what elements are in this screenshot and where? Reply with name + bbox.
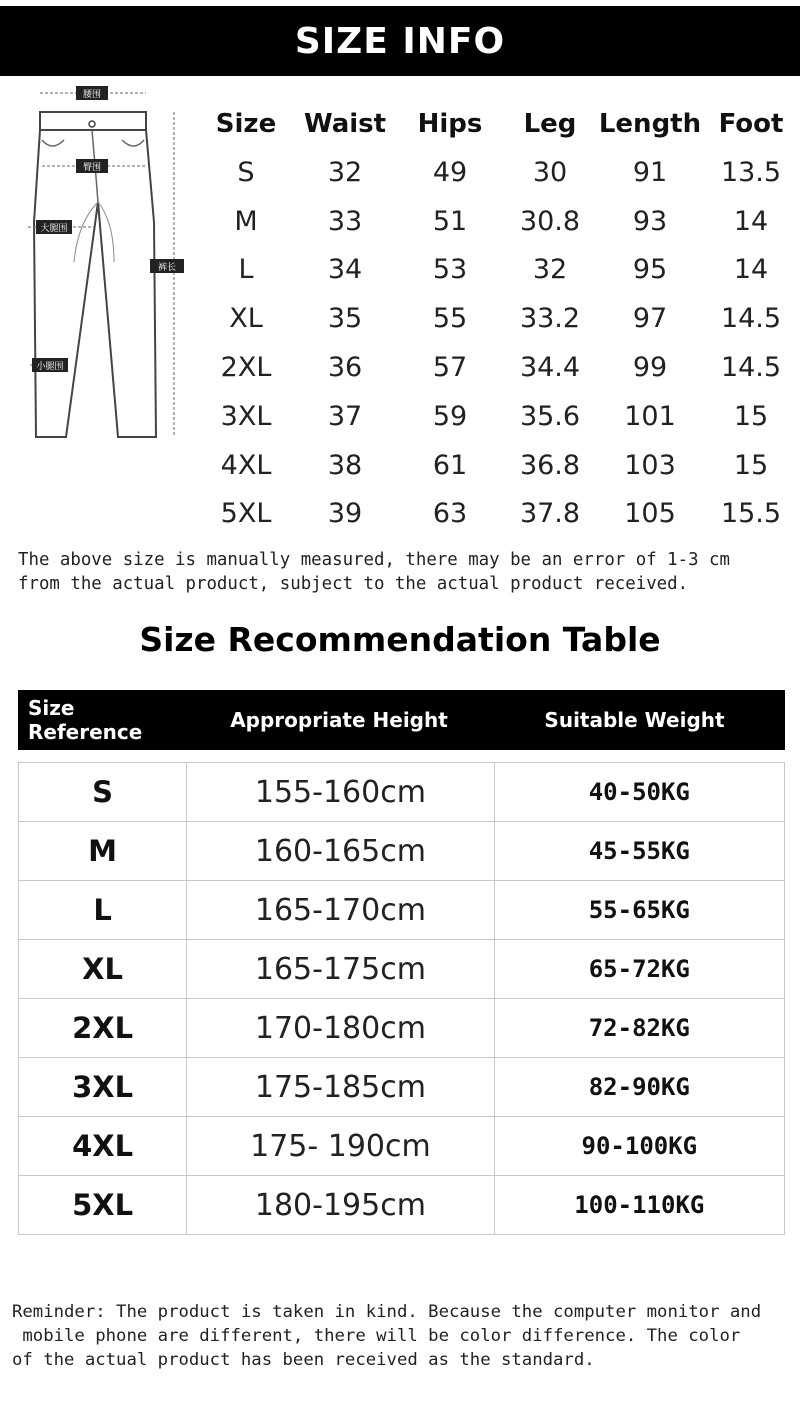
hips-header-cell: Hips xyxy=(417,109,483,139)
size-cell: 4XL xyxy=(220,449,272,481)
title-banner xyxy=(0,6,800,76)
weight-cell: 72-82KG xyxy=(494,999,784,1058)
waist-cell: 35 xyxy=(327,303,363,335)
height-cell: 180-195cm xyxy=(187,1176,494,1235)
weight-cell: 90-100KG xyxy=(494,1117,784,1176)
waist-header-cell: Waist xyxy=(303,109,387,139)
length-cell: 99 xyxy=(632,352,668,384)
size-cell: L xyxy=(238,254,254,286)
size-cell: M xyxy=(234,205,258,237)
leg-cell: 30 xyxy=(532,156,568,188)
size-cell: 3XL xyxy=(220,400,272,432)
weight-header: Suitable Weight xyxy=(544,708,725,732)
recommendation-table xyxy=(18,762,785,1235)
height-cell: 160-165cm xyxy=(187,822,494,881)
size-cell: 5XL xyxy=(220,498,272,530)
size-header-cell: Size xyxy=(215,109,277,139)
hips-cell: 63 xyxy=(432,498,468,530)
size-info-row xyxy=(200,197,800,246)
waist-cell: 37 xyxy=(327,400,363,432)
diagram-label-thigh: 大腿围 xyxy=(40,224,68,234)
recommendation-row xyxy=(19,1176,785,1235)
length-cell: 105 xyxy=(624,498,676,530)
leg-header-cell: Leg xyxy=(523,109,577,139)
height-cell: 170-180cm xyxy=(187,999,494,1058)
leg-cell: 37.8 xyxy=(519,498,581,530)
hips-cell: 49 xyxy=(432,156,468,188)
size-reference-cell: L xyxy=(19,881,187,940)
color-reminder-note: Reminder: The product is taken in kind. Because the computer monitor and mobile phone are different, there will be color difference. The color of the actual product has been received as the standard. xyxy=(12,1302,762,1370)
diagram-label-calf: 小腿围 xyxy=(36,362,64,372)
size-reference-cell: 2XL xyxy=(19,999,187,1058)
waist-cell: 36 xyxy=(327,352,363,384)
leg-cell: 33.2 xyxy=(519,303,581,335)
foot-cell: 14.5 xyxy=(720,352,782,384)
diagram-label-waist: 腰围 xyxy=(82,90,102,100)
length-cell: 91 xyxy=(632,156,668,188)
measurement-note: The above size is manually measured, there may be an error of 1-3 cm from the actual product, subject to the actual product received. xyxy=(18,550,730,594)
waist-cell: 39 xyxy=(327,498,363,530)
diagram-label-length: 裤长 xyxy=(157,263,177,273)
hips-cell: 55 xyxy=(432,303,468,335)
weight-cell: 100-110KG xyxy=(494,1176,784,1235)
recommendation-row xyxy=(19,881,785,940)
foot-cell: 13.5 xyxy=(720,156,782,188)
size-info-row xyxy=(200,246,800,295)
length-header-cell: Length xyxy=(598,109,702,139)
weight-cell: 45-55KG xyxy=(494,822,784,881)
size-info-table xyxy=(200,100,800,538)
page-title: SIZE INFO xyxy=(294,20,506,62)
height-cell: 155-160cm xyxy=(187,763,494,822)
size-info-row xyxy=(200,294,800,343)
pants-measurement-diagram xyxy=(18,82,196,462)
recommendation-row xyxy=(19,822,785,881)
foot-header-cell: Foot xyxy=(718,109,784,139)
waist-cell: 32 xyxy=(327,156,363,188)
recommendation-row xyxy=(19,999,785,1058)
foot-cell: 15.5 xyxy=(720,498,782,530)
leg-cell: 35.6 xyxy=(519,400,581,432)
size-cell: XL xyxy=(229,303,263,335)
size-reference-cell: XL xyxy=(19,940,187,999)
hips-cell: 53 xyxy=(432,254,468,286)
length-cell: 97 xyxy=(632,303,668,335)
size-reference-cell: 3XL xyxy=(19,1058,187,1117)
size-reference-cell: M xyxy=(19,822,187,881)
size-cell: S xyxy=(237,156,255,188)
size-reference-cell: 5XL xyxy=(19,1176,187,1235)
height-cell: 175- 190cm xyxy=(187,1117,494,1176)
length-cell: 103 xyxy=(624,449,676,481)
recommendation-row xyxy=(19,763,785,822)
recommendation-row xyxy=(19,940,785,999)
foot-cell: 14.5 xyxy=(720,303,782,335)
size-cell: 2XL xyxy=(220,352,272,384)
recommendation-row xyxy=(19,1058,785,1117)
length-cell: 95 xyxy=(632,254,668,286)
leg-cell: 36.8 xyxy=(519,449,581,481)
height-cell: 165-170cm xyxy=(187,881,494,940)
foot-cell: 14 xyxy=(733,254,769,286)
diagram-label-hips: 臀围 xyxy=(82,163,102,173)
size-info-row xyxy=(200,490,800,539)
length-cell: 101 xyxy=(624,400,676,432)
length-cell: 93 xyxy=(632,205,668,237)
hips-cell: 59 xyxy=(432,400,468,432)
weight-cell: 55-65KG xyxy=(494,881,784,940)
size-info-row xyxy=(200,392,800,441)
size-reference-header: Size Reference xyxy=(28,696,143,744)
recommendation-row xyxy=(19,1117,785,1176)
hips-cell: 61 xyxy=(432,449,468,481)
size-reference-cell: 4XL xyxy=(19,1117,187,1176)
height-header: Appropriate Height xyxy=(230,708,448,732)
foot-cell: 15 xyxy=(733,449,769,481)
weight-cell: 40-50KG xyxy=(494,763,784,822)
leg-cell: 30.8 xyxy=(519,205,581,237)
hips-cell: 57 xyxy=(432,352,468,384)
size-info-row xyxy=(200,343,800,392)
waist-cell: 33 xyxy=(327,205,363,237)
size-info-row xyxy=(200,148,800,197)
foot-cell: 15 xyxy=(733,400,769,432)
waist-cell: 38 xyxy=(327,449,363,481)
weight-cell: 65-72KG xyxy=(494,940,784,999)
height-cell: 175-185cm xyxy=(187,1058,494,1117)
waist-cell: 34 xyxy=(327,254,363,286)
size-info-header-row xyxy=(200,100,800,148)
leg-cell: 34.4 xyxy=(519,352,581,384)
leg-cell: 32 xyxy=(532,254,568,286)
size-info-row xyxy=(200,441,800,490)
hips-cell: 51 xyxy=(432,205,468,237)
height-cell: 165-175cm xyxy=(187,940,494,999)
foot-cell: 14 xyxy=(733,205,769,237)
recommendation-header xyxy=(18,690,785,750)
recommendation-title: Size Recommendation Table xyxy=(139,620,661,659)
size-reference-cell: S xyxy=(19,763,187,822)
weight-cell: 82-90KG xyxy=(494,1058,784,1117)
